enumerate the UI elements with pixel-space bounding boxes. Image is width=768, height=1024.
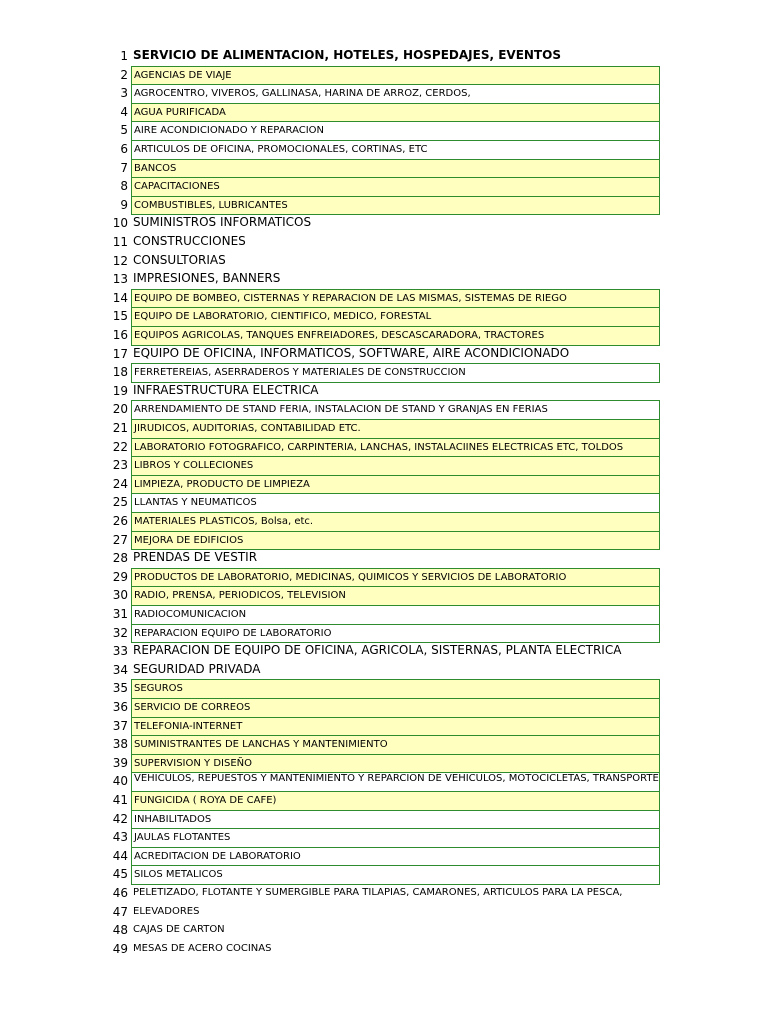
- row-number: 3: [120, 86, 128, 101]
- row-number: 19: [112, 383, 128, 398]
- row-number: 48: [112, 923, 128, 938]
- table-row: [0, 531, 768, 550]
- category-text: INFRAESTRUCTURA ELECTRICA: [133, 382, 319, 397]
- row-number: 27: [112, 532, 128, 547]
- category-cell: [131, 624, 660, 644]
- row-number: 49: [112, 941, 128, 956]
- table-row: [0, 270, 768, 289]
- category-cell: [131, 233, 660, 253]
- category-text: REPARACION DE EQUIPO DE OFICINA, AGRICOLA, SISTERNAS, PLANTA ELECTRICA: [133, 643, 622, 658]
- row-number: 28: [112, 551, 128, 566]
- category-cell: [131, 103, 660, 123]
- table-row: [0, 717, 768, 736]
- category-text: TELEFONIA-INTERNET: [134, 720, 243, 732]
- category-cell: [131, 419, 660, 439]
- category-text: PRODUCTOS DE LABORATORIO, MEDICINAS, QUIMICOS Y SERVICIOS DE LABORATORIO: [134, 571, 567, 583]
- category-text: SUPERVISION Y DISEÑO: [134, 757, 252, 769]
- table-row: [0, 121, 768, 140]
- table-row: [0, 47, 768, 66]
- category-text: ARTICULOS DE OFICINA, PROMOCIONALES, CORTINAS, ETC: [134, 144, 428, 155]
- category-cell: [131, 549, 660, 569]
- table-row: [0, 940, 768, 959]
- category-text: MATERIALES PLASTICOS, Bolsa, etc.: [134, 516, 314, 527]
- category-text: LIMPIEZA, PRODUCTO DE LIMPIEZA: [134, 478, 310, 490]
- table-row: [0, 400, 768, 419]
- row-number: 23: [112, 458, 128, 473]
- category-cell: [131, 754, 660, 774]
- category-cell: [131, 772, 660, 792]
- category-text: EQUIPO DE BOMBEO, CISTERNAS Y REPARACION DE LAS MISMAS, SISTEMAS DE RIEGO: [134, 292, 567, 304]
- category-cell: [131, 661, 660, 681]
- category-text: FUNGICIDA ( ROYA DE CAFE): [134, 795, 277, 806]
- category-text: CAPACITACIONES: [134, 181, 220, 193]
- category-cell: [131, 456, 660, 476]
- category-text: FERRETEREIAS, ASERRADEROS Y MATERIALES DE CONSTRUCCION: [134, 367, 466, 379]
- category-cell: [131, 307, 660, 327]
- row-number: 9: [120, 197, 128, 212]
- category-text: SEGURIDAD PRIVADA: [133, 661, 261, 676]
- row-number: 12: [112, 253, 128, 268]
- table-row: [0, 772, 768, 791]
- row-number: 38: [112, 737, 128, 752]
- category-cell: [131, 717, 660, 737]
- category-text: LLANTAS Y NEUMATICOS: [134, 497, 257, 509]
- table-row: [0, 754, 768, 773]
- category-text: RADIO, PRENSA, PERIODICOS, TELEVISION: [134, 590, 346, 602]
- category-text: SUMINISTROS INFORMATICOS: [133, 215, 312, 230]
- row-number: 21: [112, 421, 128, 435]
- row-number: 10: [112, 216, 128, 231]
- table-row: [0, 140, 768, 159]
- category-text: SILOS METALICOS: [134, 869, 223, 881]
- row-number: 35: [112, 681, 128, 696]
- table-row: [0, 865, 768, 884]
- category-text: VEHICULOS, REPUESTOS Y MANTENIMIENTO Y REPARCION DE VEHICULOS, MOTOCICLETAS, TRANSPORTE: [134, 773, 659, 785]
- category-cell: [131, 903, 660, 923]
- table-row: [0, 847, 768, 866]
- category-text: INHABILITADOS: [134, 813, 212, 825]
- row-number: 4: [120, 104, 128, 119]
- row-number: 1: [120, 49, 128, 63]
- category-cell: [131, 828, 660, 848]
- table-row: [0, 679, 768, 698]
- category-cell: [131, 400, 660, 420]
- row-number: 16: [112, 328, 128, 342]
- table-row: [0, 661, 768, 680]
- category-cell: [131, 326, 660, 346]
- table-row: [0, 84, 768, 103]
- category-text: SEGUROS: [134, 683, 183, 695]
- table-row: [0, 903, 768, 922]
- row-number: 11: [112, 235, 128, 249]
- category-text: SUMINISTRANTES DE LANCHAS Y MANTENIMIENTO: [134, 739, 388, 751]
- row-number: 43: [112, 830, 128, 845]
- table-row: [0, 493, 768, 512]
- table-row: [0, 252, 768, 271]
- category-cell: [131, 679, 660, 699]
- category-text: LIBROS Y COLLECIONES: [134, 460, 254, 472]
- table-row: [0, 419, 768, 438]
- row-number: 40: [112, 774, 128, 789]
- row-number: 37: [112, 718, 128, 733]
- table-row: [0, 66, 768, 85]
- row-number: 26: [112, 514, 128, 528]
- row-number: 2: [120, 67, 128, 82]
- row-number: 41: [112, 793, 128, 807]
- table-row: [0, 921, 768, 940]
- row-number: 22: [112, 439, 128, 454]
- category-cell: [131, 791, 660, 811]
- row-number: 33: [112, 644, 128, 659]
- category-cell: [131, 847, 660, 867]
- table-row: [0, 382, 768, 401]
- category-text: JAULAS FLOTANTES: [134, 832, 231, 844]
- row-number: 31: [112, 607, 128, 621]
- row-number: 25: [112, 495, 128, 510]
- category-cell: [131, 177, 660, 197]
- table-row: [0, 363, 768, 382]
- table-row: [0, 810, 768, 829]
- row-number: 14: [112, 290, 128, 305]
- category-cell: [131, 438, 660, 458]
- category-text: ARRENDAMIENTO DE STAND FERIA, INSTALACION DE STAND Y GRANJAS EN FERIAS: [134, 404, 548, 416]
- row-number: 7: [120, 160, 128, 175]
- category-cell: [131, 363, 660, 383]
- category-cell: [131, 84, 660, 104]
- category-text: IMPRESIONES, BANNERS: [133, 271, 281, 286]
- row-number: 30: [112, 588, 128, 603]
- table-row: [0, 103, 768, 122]
- category-text: SERVICIO DE ALIMENTACION, HOTELES, HOSPEDAJES, EVENTOS: [133, 48, 561, 62]
- row-number: 15: [112, 309, 128, 324]
- table-row: [0, 884, 768, 903]
- category-cell: [131, 382, 660, 402]
- category-cell: [131, 121, 660, 141]
- table-row: [0, 624, 768, 643]
- category-cell: [131, 921, 660, 941]
- category-text: PELETIZADO, FLOTANTE Y SUMERGIBLE PARA TILAPIAS, CAMARONES, ARTICULOS PARA LA PESCA,: [133, 887, 623, 898]
- category-cell: [131, 810, 660, 830]
- category-text: EQUIPOS AGRICOLAS, TANQUES ENFREIADORES, DESCASCARADORA, TRACTORES: [134, 330, 545, 341]
- table-row: [0, 214, 768, 233]
- table-row: [0, 475, 768, 494]
- row-number: 42: [112, 811, 128, 826]
- table-row: [0, 828, 768, 847]
- category-text: BANCOS: [134, 162, 177, 174]
- category-cell: [131, 865, 660, 885]
- category-cell: [131, 270, 660, 290]
- category-text: AGROCENTRO, VIVEROS, GALLINASA, HARINA DE ARROZ, CERDOS,: [134, 88, 471, 100]
- row-number: 18: [112, 365, 128, 380]
- table-row: [0, 549, 768, 568]
- category-cell: [131, 289, 660, 309]
- category-cell: [131, 605, 660, 625]
- table-row: [0, 586, 768, 605]
- category-cell: [131, 531, 660, 551]
- table-row: [0, 307, 768, 326]
- row-number: 44: [112, 848, 128, 863]
- table-row: [0, 642, 768, 661]
- row-number: 8: [120, 179, 128, 194]
- table-row: [0, 289, 768, 308]
- category-text: CONSULTORIAS: [133, 252, 226, 267]
- category-cell: [131, 47, 660, 67]
- category-text: SERVICIO DE CORREOS: [134, 702, 251, 713]
- category-text: PRENDAS DE VESTIR: [133, 550, 258, 565]
- row-number: 29: [112, 569, 128, 584]
- category-text: ELEVADORES: [133, 905, 200, 917]
- category-text: CONSTRUCCIONES: [133, 234, 246, 248]
- category-text: MEJORA DE EDIFICIOS: [134, 534, 244, 546]
- table-row: [0, 568, 768, 587]
- table-row: [0, 605, 768, 624]
- row-number: 6: [120, 142, 128, 156]
- category-text: ACREDITACION DE LABORATORIO: [134, 850, 301, 862]
- table-row: [0, 345, 768, 364]
- row-number: 13: [112, 272, 128, 287]
- category-cell: [131, 493, 660, 513]
- table-row: [0, 177, 768, 196]
- row-number: 20: [112, 402, 128, 417]
- row-number: 32: [112, 625, 128, 640]
- row-number: 34: [112, 662, 128, 677]
- category-cell: [131, 345, 660, 365]
- row-number: 36: [112, 700, 128, 714]
- category-text: EQUIPO DE LABORATORIO, CIENTIFICO, MEDICO, FORESTAL: [134, 311, 432, 323]
- category-text: REPARACION EQUIPO DE LABORATORIO: [134, 627, 332, 639]
- category-cell: [131, 159, 660, 179]
- category-cell: [131, 568, 660, 588]
- row-number: 5: [120, 123, 128, 138]
- category-text: RADIOCOMUNICACION: [134, 609, 247, 620]
- table-row: [0, 159, 768, 178]
- category-text: LABORATORIO FOTOGRAFICO, CARPINTERIA, LANCHAS, INSTALACIINES ELECTRICAS ETC, TOLDOS: [134, 441, 624, 453]
- category-cell: [131, 66, 660, 86]
- category-cell: [131, 475, 660, 495]
- table-row: [0, 233, 768, 252]
- category-text: CAJAS DE CARTON: [133, 924, 225, 936]
- table-row: [0, 735, 768, 754]
- table-row: [0, 326, 768, 345]
- table-row: [0, 456, 768, 475]
- row-number: 39: [112, 755, 128, 770]
- category-text: COMBUSTIBLES, LUBRICANTES: [134, 199, 288, 211]
- table-row: [0, 512, 768, 531]
- row-number: 46: [112, 886, 128, 900]
- category-cell: [131, 698, 660, 718]
- row-number: 24: [112, 476, 128, 491]
- category-cell: [131, 214, 660, 234]
- category-text: JIRUDICOS, AUDITORIAS, CONTABILIDAD ETC.: [134, 423, 361, 434]
- category-text: AGUA PURIFICADA: [134, 106, 226, 118]
- category-text: AIRE ACONDICIONADO Y REPARACION: [134, 125, 325, 137]
- category-cell: [131, 642, 660, 662]
- category-text: AGENCIAS DE VIAJE: [134, 69, 232, 81]
- table-row: [0, 196, 768, 215]
- category-cell: [131, 512, 660, 532]
- table-row: [0, 698, 768, 717]
- row-number: 17: [112, 346, 128, 361]
- category-cell: [131, 140, 660, 160]
- table-row: [0, 438, 768, 457]
- category-cell: [131, 940, 660, 960]
- category-cell: [131, 586, 660, 606]
- category-cell: [131, 735, 660, 755]
- row-number: 47: [112, 904, 128, 919]
- category-text: MESAS DE ACERO COCINAS: [133, 942, 272, 954]
- table-row: [0, 791, 768, 810]
- category-text: EQUIPO DE OFICINA, INFORMATICOS, SOFTWARE, AIRE ACONDICIONADO: [133, 345, 570, 360]
- category-cell: [131, 196, 660, 216]
- category-cell: [131, 252, 660, 272]
- row-number: 45: [112, 867, 128, 882]
- category-cell: [131, 884, 660, 904]
